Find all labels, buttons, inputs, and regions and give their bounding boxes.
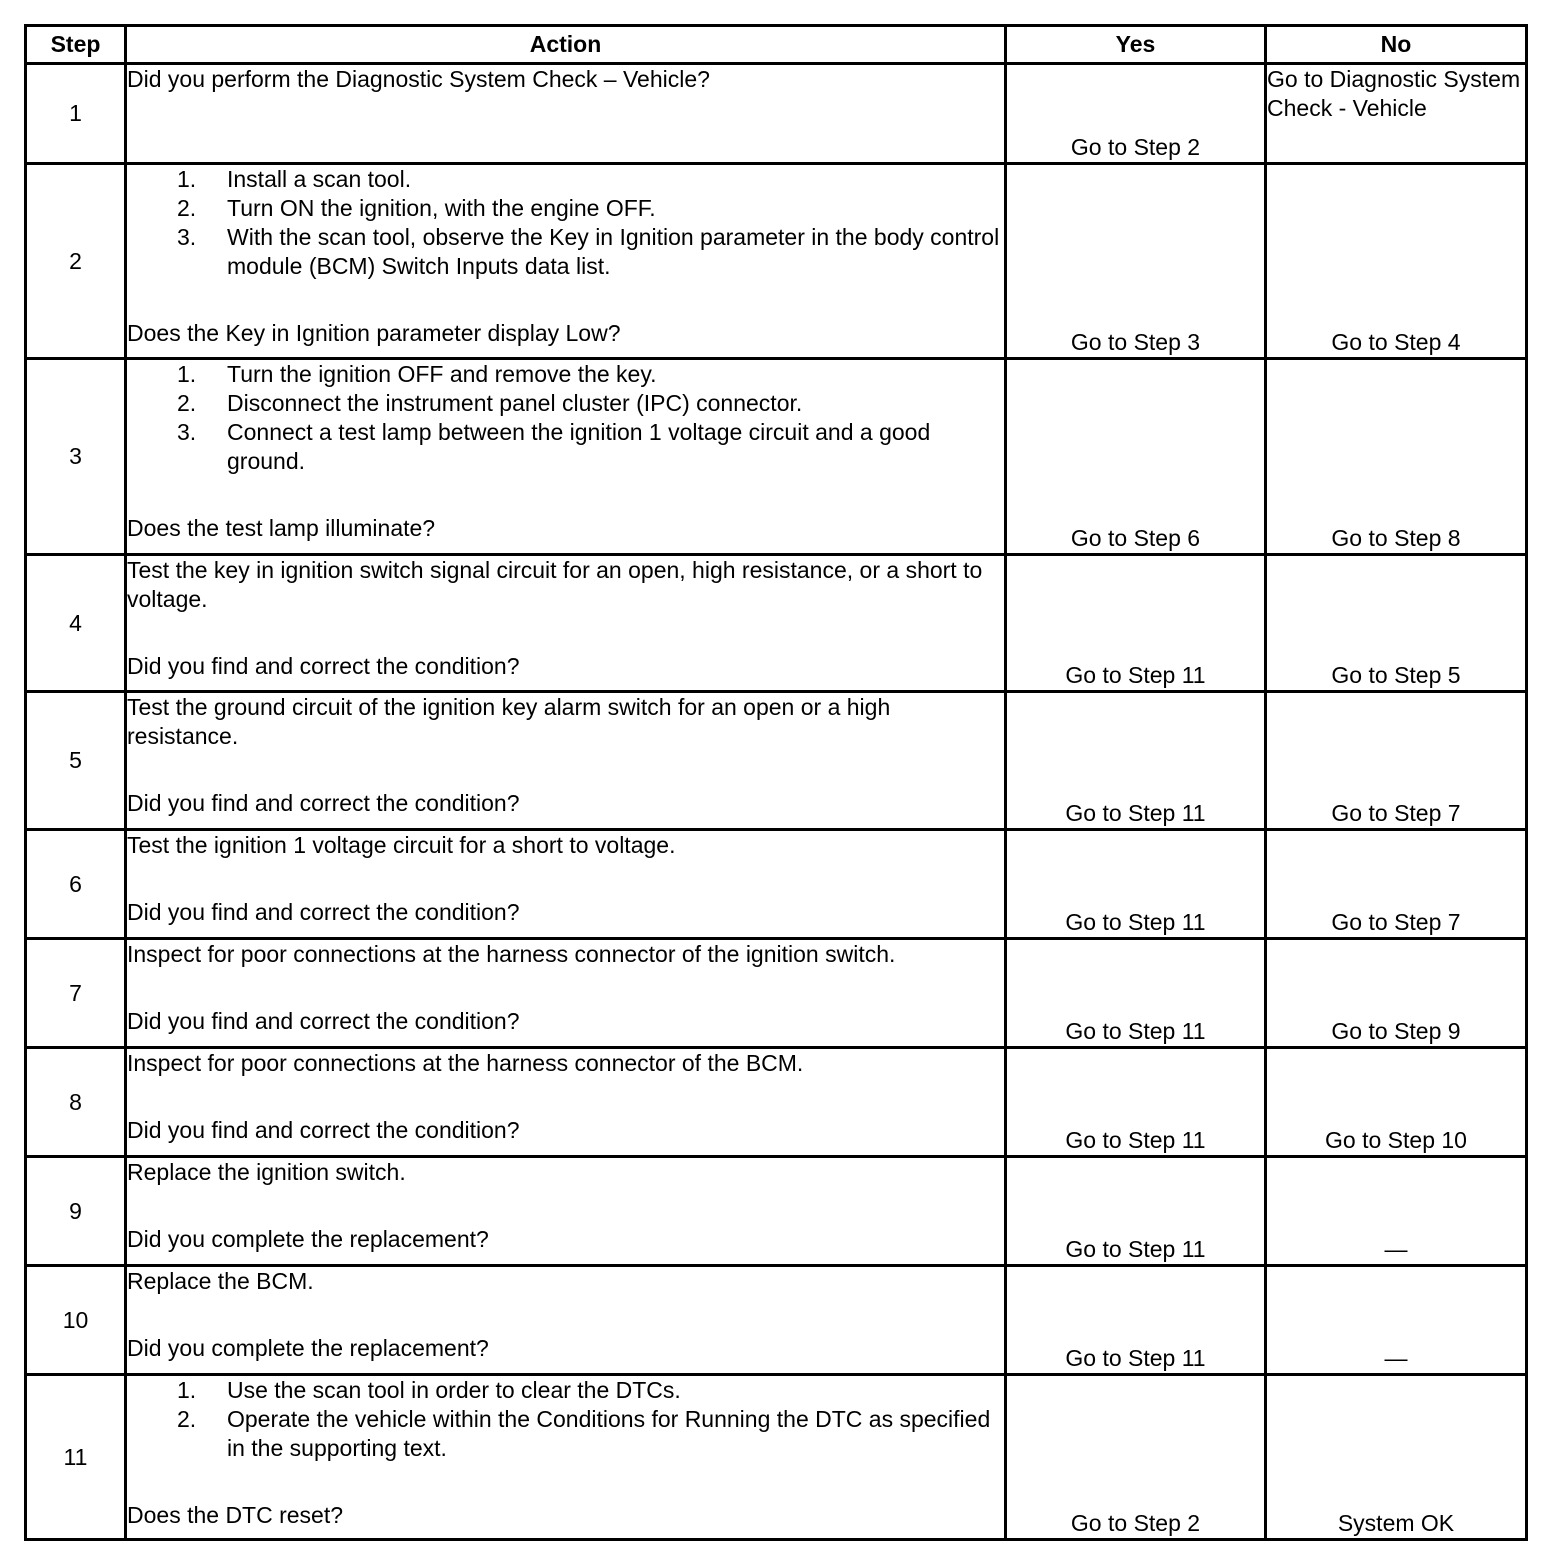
table-row bbox=[26, 1048, 1527, 1157]
yes-cell: Go to Step 11 bbox=[1006, 692, 1266, 830]
step-number: 1 bbox=[26, 64, 126, 164]
no-cell: Go to Step 9 bbox=[1266, 939, 1527, 1048]
list-item: 2. Operate the vehicle within the Conditions for Running the DTC as specified in the supporting text. bbox=[177, 1406, 991, 1461]
action-list bbox=[127, 1376, 1004, 1463]
step-number: 8 bbox=[26, 1048, 126, 1157]
no-cell: — bbox=[1266, 1266, 1527, 1375]
list-item: 2. Turn ON the ignition, with the engine OFF. bbox=[177, 195, 656, 221]
step-number: 10 bbox=[26, 1266, 126, 1375]
action-text: Test the key in ignition switch signal circuit for an open, high resistance, or a short to voltage. bbox=[127, 557, 983, 612]
action-cell bbox=[126, 830, 1006, 939]
yes-cell: Go to Step 11 bbox=[1006, 1157, 1266, 1266]
action-cell bbox=[126, 1048, 1006, 1157]
action-question: Did you find and correct the condition? bbox=[127, 1117, 520, 1143]
list-item: 3. Connect a test lamp between the ignition 1 voltage circuit and a good ground. bbox=[177, 419, 931, 474]
yes-cell: Go to Step 11 bbox=[1006, 1048, 1266, 1157]
no-cell: Go to Step 8 bbox=[1266, 359, 1527, 555]
action-question: Did you find and correct the condition? bbox=[127, 790, 520, 816]
action-text: Inspect for poor connections at the harness connector of the ignition switch. bbox=[127, 941, 896, 967]
list-item: 1. Install a scan tool. bbox=[177, 166, 412, 192]
action-question: Did you complete the replacement? bbox=[127, 1335, 489, 1361]
no-cell: Go to Step 5 bbox=[1266, 555, 1527, 692]
table-row bbox=[26, 830, 1527, 939]
step-number: 11 bbox=[26, 1375, 126, 1540]
action-list bbox=[127, 165, 1004, 281]
action-question: Does the test lamp illuminate? bbox=[127, 515, 436, 541]
yes-cell: Go to Step 3 bbox=[1006, 164, 1266, 359]
no-cell: Go to Step 10 bbox=[1266, 1048, 1527, 1157]
action-text: Inspect for poor connections at the harness connector of the BCM. bbox=[127, 1050, 804, 1076]
header-no: No bbox=[1266, 26, 1527, 64]
yes-cell: Go to Step 11 bbox=[1006, 555, 1266, 692]
table-row bbox=[26, 939, 1527, 1048]
yes-cell: Go to Step 2 bbox=[1006, 1375, 1266, 1540]
step-number: 7 bbox=[26, 939, 126, 1048]
action-list bbox=[127, 360, 1004, 476]
table-row bbox=[26, 1157, 1527, 1266]
list-item: 1. Use the scan tool in order to clear the DTCs. bbox=[177, 1377, 681, 1403]
action-cell bbox=[126, 1375, 1006, 1540]
action-text: Test the ground circuit of the ignition key alarm switch for an open or a high resistance. bbox=[127, 694, 891, 749]
action-question: Did you complete the replacement? bbox=[127, 1226, 489, 1252]
action-cell bbox=[126, 1157, 1006, 1266]
no-cell: — bbox=[1266, 1157, 1527, 1266]
step-number: 2 bbox=[26, 164, 126, 359]
action-question: Did you find and correct the condition? bbox=[127, 653, 520, 679]
action-text: Replace the BCM. bbox=[127, 1268, 314, 1294]
action-question: Does the DTC reset? bbox=[127, 1502, 344, 1528]
action-cell bbox=[126, 359, 1006, 555]
header-step: Step bbox=[26, 26, 126, 64]
step-number: 3 bbox=[26, 359, 126, 555]
no-cell: Go to Step 7 bbox=[1266, 830, 1527, 939]
yes-cell: Go to Step 11 bbox=[1006, 939, 1266, 1048]
no-cell: Go to Step 4 bbox=[1266, 164, 1527, 359]
header-action: Action bbox=[126, 26, 1006, 64]
list-item: 2. Disconnect the instrument panel cluster (IPC) connector. bbox=[177, 390, 803, 416]
action-question: Did you find and correct the condition? bbox=[127, 899, 520, 925]
step-number: 9 bbox=[26, 1157, 126, 1266]
no-cell: System OK bbox=[1266, 1375, 1527, 1540]
action-cell bbox=[126, 939, 1006, 1048]
action-question: Did you find and correct the condition? bbox=[127, 1008, 520, 1034]
yes-cell: Go to Step 11 bbox=[1006, 830, 1266, 939]
table-row bbox=[26, 1375, 1527, 1540]
step-number: 6 bbox=[26, 830, 126, 939]
action-cell bbox=[126, 164, 1006, 359]
table-header-row bbox=[26, 26, 1527, 64]
yes-cell: Go to Step 2 bbox=[1006, 64, 1266, 164]
table-row bbox=[26, 64, 1527, 164]
list-item: 3. With the scan tool, observe the Key in Ignition parameter in the body control module (BCM) Switch Inputs data list. bbox=[177, 224, 1000, 279]
action-text: Replace the ignition switch. bbox=[127, 1159, 406, 1185]
diagnostic-table bbox=[24, 24, 1528, 1541]
table-row bbox=[26, 359, 1527, 555]
step-number: 4 bbox=[26, 555, 126, 692]
table-row bbox=[26, 692, 1527, 830]
action-cell bbox=[126, 64, 1006, 164]
list-item: 1. Turn the ignition OFF and remove the key. bbox=[177, 361, 657, 387]
action-question: Did you perform the Diagnostic System Check – Vehicle? bbox=[127, 66, 710, 92]
yes-cell: Go to Step 6 bbox=[1006, 359, 1266, 555]
table-row bbox=[26, 164, 1527, 359]
table-row bbox=[26, 1266, 1527, 1375]
header-yes: Yes bbox=[1006, 26, 1266, 64]
action-cell bbox=[126, 692, 1006, 830]
action-question: Does the Key in Ignition parameter display Low? bbox=[127, 320, 621, 346]
action-cell bbox=[126, 555, 1006, 692]
step-number: 5 bbox=[26, 692, 126, 830]
no-cell: Go to Step 7 bbox=[1266, 692, 1527, 830]
action-text: Test the ignition 1 voltage circuit for a short to voltage. bbox=[127, 832, 676, 858]
yes-cell: Go to Step 11 bbox=[1006, 1266, 1266, 1375]
no-cell: Go to Diagnostic System Check - Vehicle bbox=[1266, 64, 1527, 164]
table-row bbox=[26, 555, 1527, 692]
action-cell bbox=[126, 1266, 1006, 1375]
